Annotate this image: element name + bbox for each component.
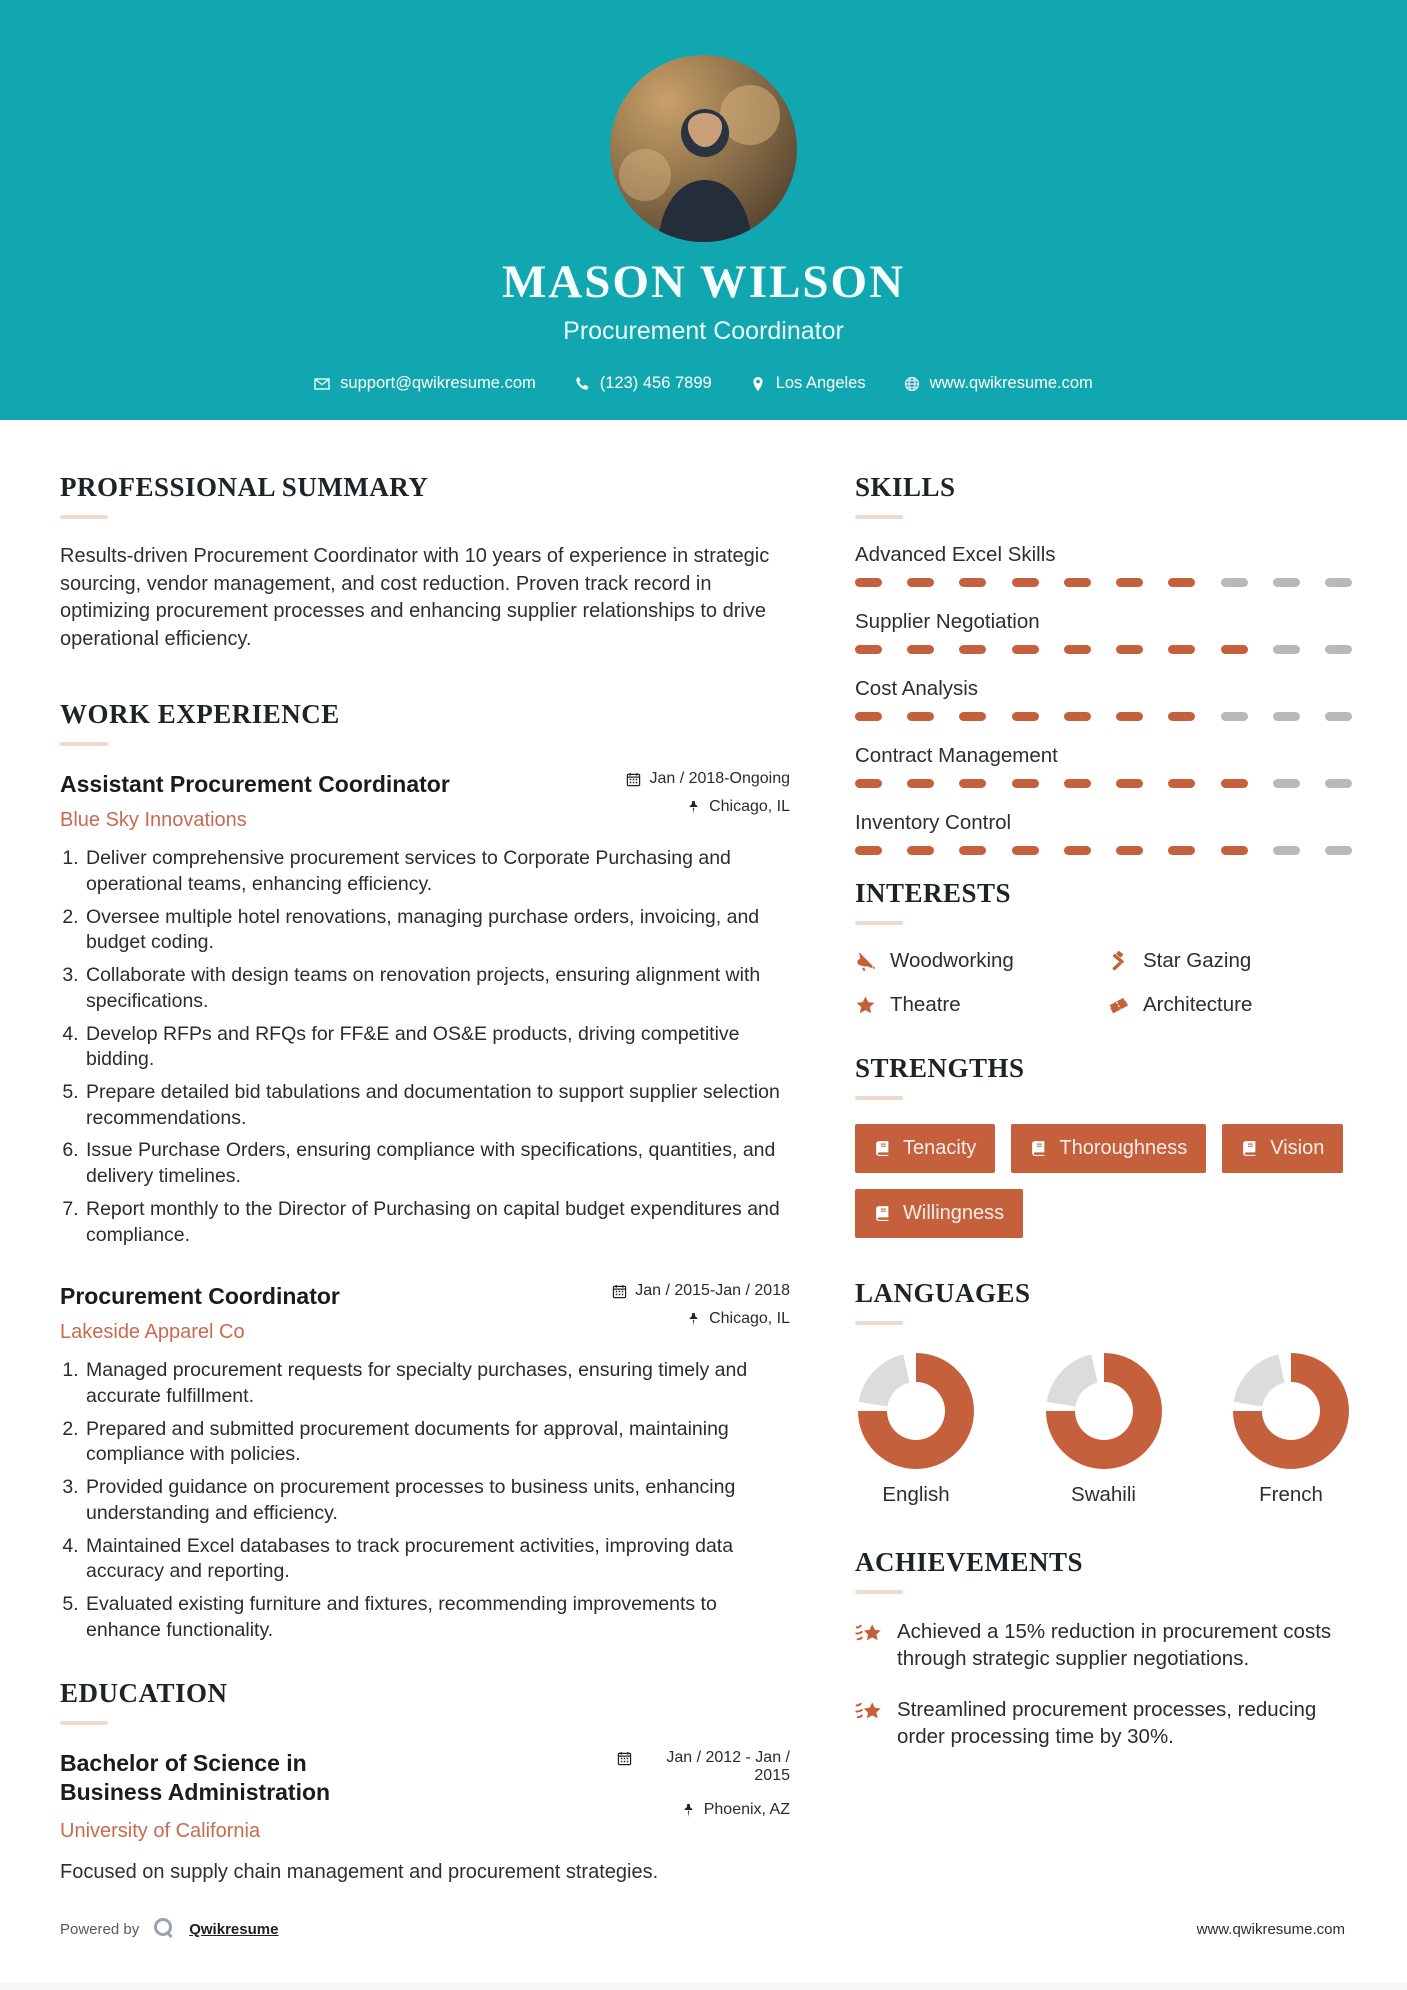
contact-phone-text: (123) 456 7899 — [599, 374, 712, 392]
skill-level-dash — [1273, 712, 1300, 721]
footer — [0, 1916, 1407, 1942]
interest-item — [1108, 993, 1352, 1017]
job-bullets — [60, 1358, 790, 1643]
qwikresume-link[interactable]: Qwikresume — [189, 1920, 279, 1938]
pushpin-icon — [686, 1312, 701, 1327]
skill-level-dash — [1012, 645, 1039, 654]
contact-row — [0, 374, 1407, 393]
skill-level-dash — [855, 645, 882, 654]
contact-location-text: Los Angeles — [775, 374, 866, 392]
skill-item — [855, 744, 1352, 788]
header — [0, 0, 1407, 420]
skill-level-dash — [1273, 846, 1300, 855]
heading-underline — [855, 1590, 903, 1594]
skill-name: Cost Analysis — [855, 677, 979, 700]
qwikresume-logo-icon — [151, 1916, 177, 1942]
strengths-list — [855, 1124, 1352, 1238]
strength-label: Vision — [1270, 1137, 1325, 1159]
job-dates — [575, 770, 790, 788]
person-name: MASON WILSON — [501, 256, 906, 308]
heading-underline — [855, 1321, 903, 1325]
skill-level-dash — [1012, 846, 1039, 855]
skill-level-dash — [1273, 645, 1300, 654]
skill-level-dash — [907, 779, 934, 788]
summary-heading: PROFESSIONAL SUMMARY — [60, 472, 429, 502]
job-company: Lakeside Apparel Co — [60, 1321, 245, 1344]
language-name: French — [1259, 1483, 1323, 1506]
skill-name: Advanced Excel Skills — [855, 543, 1056, 566]
book-icon — [874, 1140, 891, 1157]
powered-by-label: Powered by — [60, 1920, 140, 1938]
strength-badge — [1011, 1124, 1206, 1173]
job-entry — [60, 1282, 790, 1643]
contact-email-text: support@qwikresume.com — [340, 374, 536, 392]
job-bullet: 4. Maintained Excel databases to track procurement activities, improving data accuracy and reporting. — [84, 1534, 790, 1585]
calendar-icon — [626, 772, 641, 787]
strength-badge — [855, 1124, 995, 1173]
skill-level-dash — [1064, 578, 1091, 587]
skill-level-dash — [959, 712, 986, 721]
job-title: Procurement Coordinator — [60, 1283, 340, 1310]
contact-website[interactable] — [904, 374, 1093, 393]
skill-item — [855, 610, 1352, 654]
ticket-icon — [1108, 995, 1129, 1016]
skill-level-dash — [959, 645, 986, 654]
job-location — [575, 798, 790, 816]
job-bullet: 1. Deliver comprehensive procurement services to Corporate Purchasing and operational teams, enhancing efficiency. — [84, 846, 790, 897]
skill-level-dash — [1168, 645, 1195, 654]
interest-label: Star Gazing — [1143, 949, 1252, 972]
skill-level-dash — [1064, 846, 1091, 855]
pushpin-icon — [681, 1803, 696, 1818]
achievement-item — [855, 1696, 1352, 1750]
contact-email[interactable] — [314, 374, 536, 393]
skill-level-dash — [1221, 846, 1248, 855]
language-item — [1232, 1353, 1350, 1507]
heading-underline — [855, 921, 903, 925]
skill-level-dash — [1116, 712, 1143, 721]
skill-level-dash — [1168, 779, 1195, 788]
strength-badge — [1222, 1124, 1343, 1173]
skill-bar — [855, 645, 1352, 654]
left-column — [60, 472, 790, 1884]
job-location-text: Chicago, IL — [709, 798, 790, 816]
skill-level-dash — [1221, 578, 1248, 587]
skill-level-dash — [855, 846, 882, 855]
job-dates-text: Jan / 2018-Ongoing — [649, 770, 790, 788]
education-dates-text: Jan / 2012 - Jan / 2015 — [666, 1748, 790, 1784]
achievements-heading: ACHIEVEMENTS — [855, 1547, 1084, 1577]
job-bullet: 6. Issue Purchase Orders, ensuring compliance with specifications, quantities, and delivery timelines. — [84, 1138, 790, 1189]
job-bullet: 2. Oversee multiple hotel renovations, managing purchase orders, invoicing, and budget coding. — [84, 905, 790, 956]
pushpin-icon — [686, 800, 701, 815]
interests-list — [855, 949, 1352, 1017]
profile-photo-image — [610, 55, 797, 242]
skill-level-dash — [1273, 779, 1300, 788]
education-dates — [575, 1749, 790, 1785]
heading-underline — [855, 1096, 903, 1100]
interest-item — [855, 993, 1108, 1017]
phone-icon — [574, 376, 590, 392]
skill-level-dash — [959, 846, 986, 855]
language-donut-chart — [858, 1353, 974, 1469]
envelope-icon — [314, 376, 330, 392]
interests-heading: INTERESTS — [855, 878, 1012, 908]
megaphone-icon — [855, 951, 876, 972]
education-heading: EDUCATION — [60, 1677, 228, 1708]
skill-name: Supplier Negotiation — [855, 610, 1040, 633]
strength-badge — [855, 1189, 1023, 1238]
job-location — [575, 1310, 790, 1328]
skill-name: Inventory Control — [855, 811, 1012, 834]
heading-underline — [60, 742, 108, 746]
skill-level-dash — [1116, 846, 1143, 855]
skill-level-dash — [1325, 846, 1352, 855]
skill-item — [855, 543, 1352, 587]
language-item — [857, 1353, 975, 1507]
skill-level-dash — [1325, 779, 1352, 788]
footer-website: www.qwikresume.com — [1196, 1920, 1345, 1938]
person-title: Procurement Coordinator — [563, 317, 844, 345]
strengths-heading: STRENGTHS — [855, 1053, 1025, 1083]
job-bullet: 5. Prepare detailed bid tabulations and documentation to support supplier selection recommendations. — [84, 1080, 790, 1131]
achievement-text: Streamlined procurement processes, reducing order processing time by 30%. — [897, 1698, 1317, 1749]
strength-label: Willingness — [903, 1202, 1005, 1224]
skill-item — [855, 677, 1352, 721]
globe-icon — [904, 376, 920, 392]
skill-name: Contract Management — [855, 744, 1058, 767]
language-donut-chart — [1233, 1353, 1349, 1469]
skill-level-dash — [1273, 578, 1300, 587]
language-name: Swahili — [1071, 1483, 1136, 1506]
book-icon — [1030, 1140, 1047, 1157]
job-dates — [575, 1282, 790, 1300]
contact-website-text: www.qwikresume.com — [929, 374, 1093, 392]
skill-level-dash — [907, 578, 934, 587]
skill-level-dash — [1116, 779, 1143, 788]
right-column — [855, 472, 1352, 1884]
job-title: Assistant Procurement Coordinator — [60, 771, 450, 798]
skill-level-dash — [1012, 578, 1039, 587]
skill-level-dash — [1064, 712, 1091, 721]
skills-list — [855, 543, 1352, 855]
gavel-icon — [1108, 951, 1129, 972]
job-entry — [60, 770, 790, 1248]
skill-level-dash — [1064, 645, 1091, 654]
strength-label: Tenacity — [903, 1137, 977, 1159]
main-content — [0, 420, 1407, 1884]
interest-label: Woodworking — [890, 949, 1014, 972]
job-bullet: 3. Collaborate with design teams on renovation projects, ensuring alignment with specifications. — [84, 963, 790, 1014]
education-note: Focused on supply chain management and procurement strategies. — [60, 1861, 659, 1884]
interest-label: Theatre — [890, 993, 961, 1016]
skill-level-dash — [1168, 578, 1195, 587]
job-bullet: 2. Prepared and submitted procurement documents for approval, maintaining compliance with policies. — [84, 1417, 790, 1468]
skill-level-dash — [1168, 712, 1195, 721]
education-location — [575, 1801, 790, 1819]
job-location-text: Chicago, IL — [709, 1310, 790, 1328]
page-edge — [0, 1983, 1407, 1990]
language-donut-chart — [1046, 1353, 1162, 1469]
job-bullet: 4. Develop RFPs and RFQs for FF&E and OS&E products, driving competitive bidding. — [84, 1022, 790, 1073]
skill-level-dash — [1168, 846, 1195, 855]
skill-level-dash — [1325, 712, 1352, 721]
shooting-star-icon — [855, 1620, 882, 1647]
skill-level-dash — [1325, 645, 1352, 654]
shooting-star-icon — [855, 1698, 882, 1725]
job-bullet: 3. Provided guidance on procurement processes to business units, enhancing understanding and efficiency. — [84, 1475, 790, 1526]
achievement-item — [855, 1618, 1352, 1672]
skill-level-dash — [855, 779, 882, 788]
skill-level-dash — [1116, 578, 1143, 587]
language-name: English — [882, 1483, 950, 1506]
interest-label: Architecture — [1143, 993, 1253, 1016]
summary-text: Results-driven Procurement Coordinator with 10 years of experience in strategic sourcing, vendor management, and cost reduction. Proven track record in optimizing procurement processes and enhancing supplier relationships to drive operational efficiency. — [60, 545, 770, 650]
contact-phone — [574, 374, 712, 393]
calendar-icon — [617, 1751, 632, 1766]
skill-level-dash — [907, 645, 934, 654]
book-icon — [874, 1205, 891, 1222]
job-bullet: 5. Evaluated existing furniture and fixtures, recommending improvements to enhance functionality. — [84, 1592, 790, 1643]
experience-jobs — [60, 770, 790, 1643]
calendar-icon — [612, 1284, 627, 1299]
education-location-text: Phoenix, AZ — [703, 1800, 790, 1818]
interest-item — [855, 949, 1108, 973]
skill-level-dash — [959, 578, 986, 587]
book-icon — [1241, 1140, 1258, 1157]
achievements-list — [855, 1618, 1352, 1750]
job-bullet: 1. Managed procurement requests for specialty purchases, ensuring timely and accurate fulfillment. — [84, 1358, 790, 1409]
heading-underline — [60, 1721, 108, 1725]
job-bullet: 7. Report monthly to the Director of Purchasing on capital budget expenditures and compliance. — [84, 1197, 790, 1248]
profile-photo — [610, 55, 797, 242]
skill-level-dash — [855, 712, 882, 721]
skills-heading: SKILLS — [855, 472, 956, 502]
star-icon — [855, 995, 876, 1016]
skill-level-dash — [1012, 779, 1039, 788]
languages-heading: LANGUAGES — [855, 1278, 1031, 1308]
skill-level-dash — [907, 712, 934, 721]
job-company: Blue Sky Innovations — [60, 809, 247, 832]
interest-item — [1108, 949, 1352, 973]
skill-bar — [855, 779, 1352, 788]
heading-underline — [855, 515, 903, 519]
language-item — [1045, 1353, 1163, 1507]
achievement-text: Achieved a 15% reduction in procurement costs through strategic supplier negotiations. — [897, 1620, 1332, 1671]
map-pin-icon — [750, 376, 766, 392]
contact-location — [750, 374, 866, 393]
skill-bar — [855, 578, 1352, 587]
skill-level-dash — [1325, 578, 1352, 587]
skill-level-dash — [959, 779, 986, 788]
heading-underline — [60, 515, 108, 519]
skill-bar — [855, 846, 1352, 855]
education-degree: Bachelor of Science in Business Administration — [60, 1749, 331, 1806]
skill-item — [855, 811, 1352, 855]
skill-level-dash — [907, 846, 934, 855]
skill-level-dash — [1064, 779, 1091, 788]
job-bullets — [60, 846, 790, 1248]
skill-level-dash — [855, 578, 882, 587]
skill-level-dash — [1012, 712, 1039, 721]
strength-label: Thoroughness — [1059, 1137, 1188, 1159]
skill-level-dash — [1221, 645, 1248, 654]
languages-list — [855, 1349, 1352, 1507]
job-dates-text: Jan / 2015-Jan / 2018 — [635, 1282, 790, 1300]
skill-bar — [855, 712, 1352, 721]
education-school: University of California — [60, 1820, 261, 1843]
skill-level-dash — [1221, 779, 1248, 788]
education-entry — [60, 1749, 790, 1844]
skill-level-dash — [1116, 645, 1143, 654]
skill-level-dash — [1221, 712, 1248, 721]
experience-heading: WORK EXPERIENCE — [60, 699, 340, 730]
